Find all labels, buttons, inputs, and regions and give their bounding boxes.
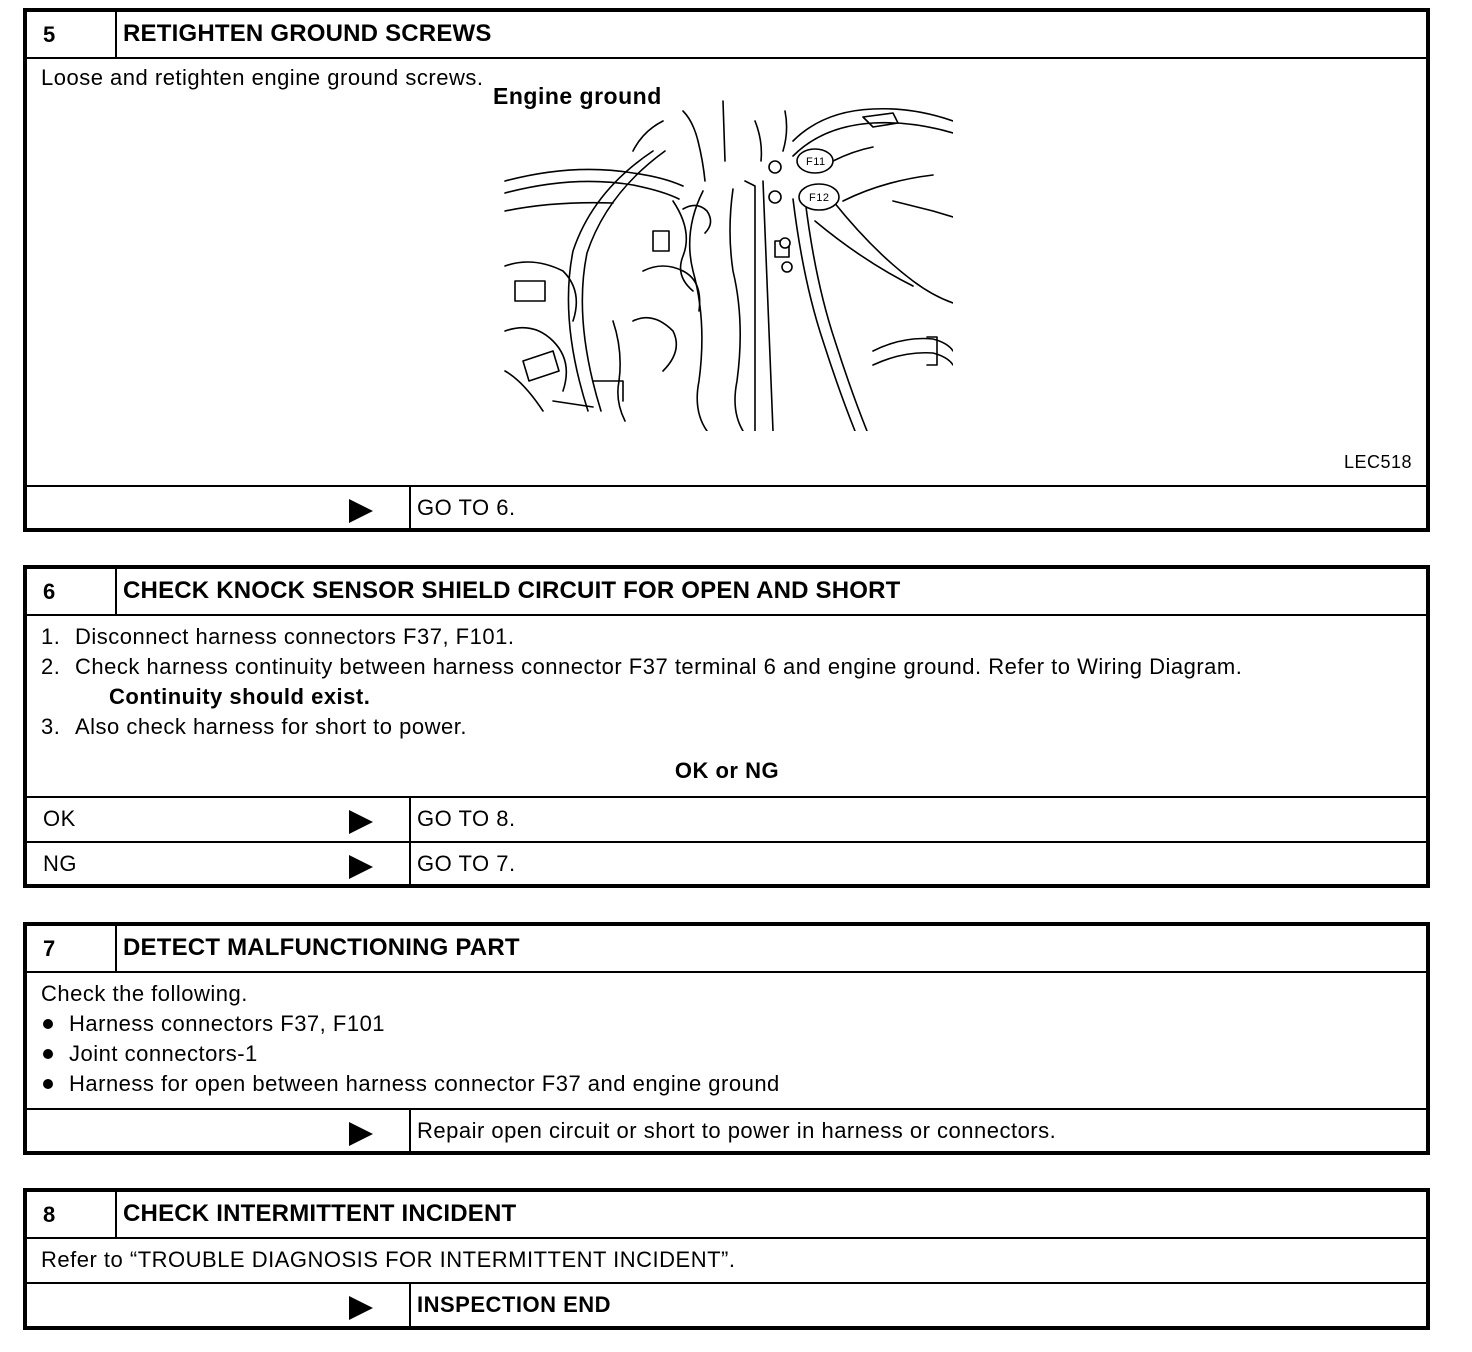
result-row (27, 1282, 1426, 1327)
result-row (27, 485, 1426, 530)
step-title: RETIGHTEN GROUND SCREWS (123, 20, 492, 47)
result-action: Repair open circuit or short to power in harness or connectors. (417, 1118, 1057, 1143)
bullet-icon (43, 1019, 53, 1029)
result-condition: NG (43, 851, 77, 876)
list-item: Joint connectors-1 (41, 1039, 1426, 1069)
bullet-icon (43, 1079, 53, 1089)
step-5 (23, 8, 1430, 532)
arrow-right-icon (349, 855, 373, 879)
list-item: 2. Check harness continuity between harness connector F37 terminal 6 and engine ground. Refer to Wiring Diagram. (41, 654, 1243, 679)
arrow-right-icon (349, 1122, 373, 1146)
list-item: 1. Disconnect harness connectors F37, F101. (41, 624, 515, 649)
step-number: 7 (27, 926, 117, 971)
figure-label: Engine ground (493, 83, 662, 109)
step-body (27, 57, 1426, 485)
arrow-right-icon (349, 499, 373, 523)
step-text: Refer to “TROUBLE DIAGNOSIS FOR INTERMITTENT INCIDENT”. (41, 1247, 736, 1272)
step-intro: Check the following. (41, 981, 248, 1006)
engine-bay-illustration (493, 81, 953, 431)
continuity-note: Continuity should exist. (109, 684, 371, 709)
arrow-right-icon (349, 1296, 373, 1320)
list-item: 3. Also check harness for short to power. (41, 714, 467, 739)
step-header (27, 12, 1426, 57)
step-text: Loose and retighten engine ground screws. (41, 65, 484, 90)
step-body (27, 614, 1426, 796)
step-title: CHECK KNOCK SENSOR SHIELD CIRCUIT FOR OPEN AND SHORT (123, 577, 901, 604)
list-item: Harness connectors F37, F101 (41, 1009, 1426, 1039)
step-8 (23, 1188, 1430, 1330)
step-7 (23, 922, 1430, 1155)
step-number: 5 (27, 12, 117, 57)
step-header (27, 569, 1426, 614)
result-action: GO TO 7. (417, 851, 516, 876)
bullet-icon (43, 1049, 53, 1059)
callout-f11: F11 (806, 156, 826, 168)
step-body (27, 1237, 1426, 1282)
step-number: 6 (27, 569, 117, 614)
result-row (27, 841, 1426, 886)
step-title: DETECT MALFUNCTIONING PART (123, 934, 520, 961)
result-condition: OK (43, 806, 76, 831)
result-action: GO TO 6. (417, 495, 516, 520)
result-action: INSPECTION END (417, 1292, 612, 1317)
step-body (27, 971, 1426, 1108)
engine-ground-figure (493, 81, 953, 431)
step-header (27, 1192, 1426, 1237)
figure-code: LEC518 (1343, 452, 1412, 472)
step-header (27, 926, 1426, 971)
result-row (27, 796, 1426, 841)
result-row (27, 1108, 1426, 1153)
result-action: GO TO 8. (417, 806, 516, 831)
callout-f12: F12 (809, 192, 830, 204)
step-title: CHECK INTERMITTENT INCIDENT (123, 1200, 517, 1227)
step-number: 8 (27, 1192, 117, 1237)
arrow-right-icon (349, 810, 373, 834)
decision-label: OK or NG (674, 758, 780, 783)
step-6 (23, 565, 1430, 888)
list-item: Harness for open between harness connector F37 and engine ground (41, 1069, 1426, 1099)
